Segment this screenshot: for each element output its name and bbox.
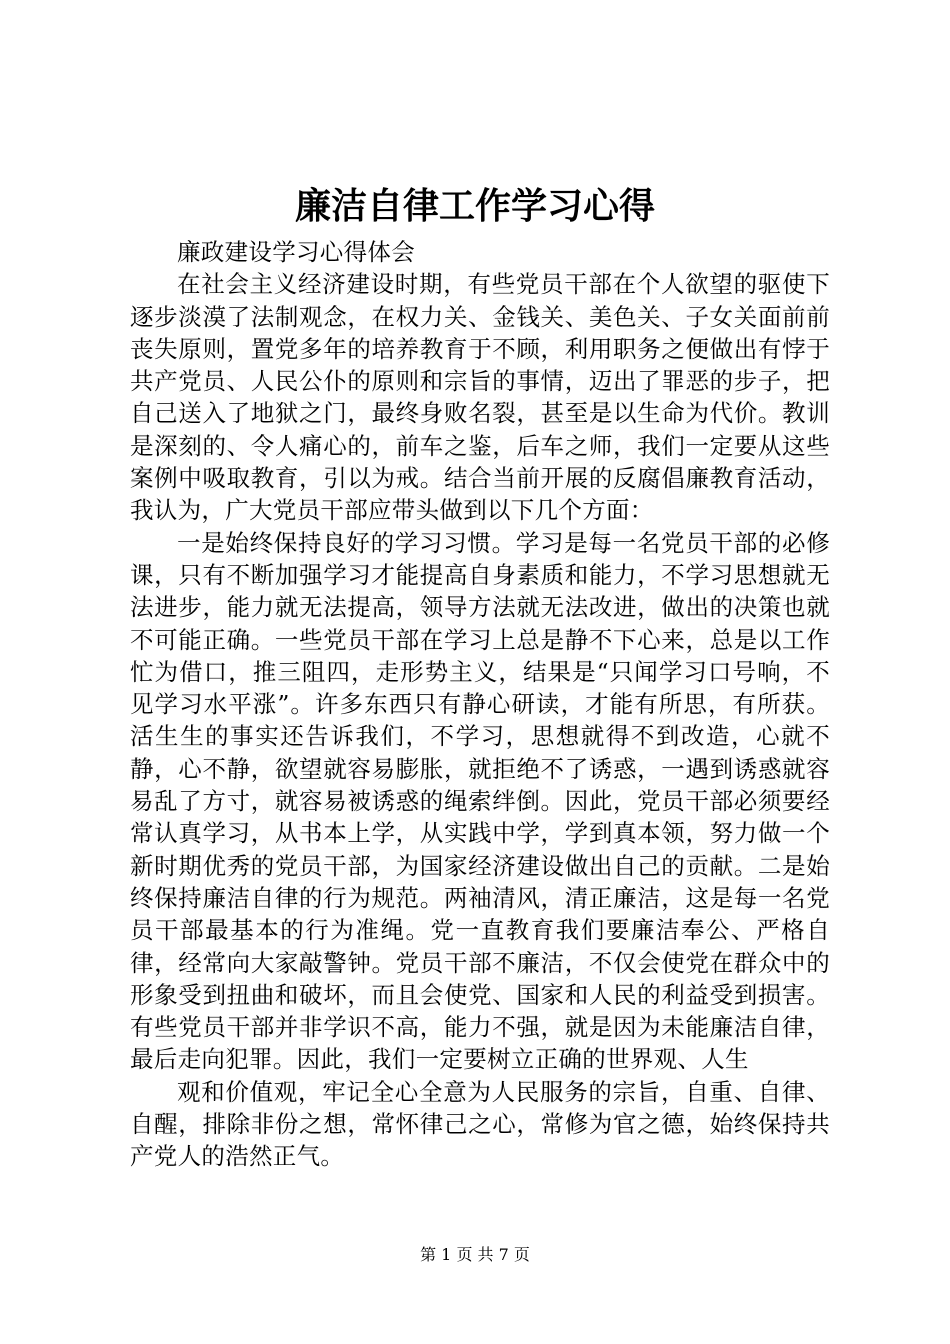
document-title: 廉洁自律工作学习心得 xyxy=(294,185,655,227)
document-body xyxy=(130,236,830,1173)
body-paragraph: 观和价值观，牢记全心全意为人民服务的宗旨，自重、自律、自醒，排除非份之想，常怀律己之心，常修为官之德，始终保持共产党人的浩然正气。 xyxy=(130,1077,830,1171)
body-paragraph: 廉政建设学习心得体会 xyxy=(177,238,415,266)
body-paragraph: 一是始终保持良好的学习习惯。学习是每一名党员干部的必修课，只有不断加强学习才能提高自身素质和能力，不学习思想就无法进步，能力就无法提高，领导方法就无法改进，做出的决策也就不可能正确。一些党员干部在学习上总是静不下心来，总是以工作忙为借口，推三阻四，走形势主义，结果是“只闻学习口号响，不见学习水平涨”。许多东西只有静心研读，才能有所思，有所获。活生生的事实还告诉我们，不学习，思想就得不到改造，心就不静，心不静，欲望就容易膨胀，就拒绝不了诱惑，一遇到诱惑就容易乱了方寸，就容易被诱惑的绳索绊倒。因此，党员干部必须要经常认真学习，从书本上学，从实践中学，学到真本领，努力做一个新时期优秀的党员干部，为国家经济建设做出自己的贡献。二是始终保持廉洁自律的行为规范。两袖清风，清正廉洁，这是每一名党员干部最基本的行为准绳。党一直教育我们要廉洁奉公、严格自律，经常向大家敲警钟。党员干部不廉洁，不仅会使党在群众中的形象受到扭曲和破坏，而且会使党、国家和人民的利益受到损害。有些党员干部并非学识不高，能力不强，就是因为未能廉洁自律，最后走向犯罪。因此，我们一定要树立正确的世界观、人生 xyxy=(130,528,830,1074)
body-paragraph: 在社会主义经济建设时期，有些党员干部在个人欲望的驱使下逐步淡漠了法制观念，在权力关、金钱关、美色关、子女关面前前丧失原则，置党多年的培养教育于不顾，利用职务之便做出有悖于共产党员、人民公仆的原则和宗旨的事情，迈出了罪恶的步子，把自己送入了地狱之门，最终身败名裂，甚至是以生命为代价。教训是深刻的、令人痛心的，前车之鉴，后车之师，我们一定要从这些案例中吸取教育，引以为戒。结合当前开展的反腐倡廉教育活动，我认为，广大党员干部应带头做到以下几个方面： xyxy=(130,270,830,525)
page-number-footer: 第 1 页 共 7 页 xyxy=(420,1245,530,1264)
